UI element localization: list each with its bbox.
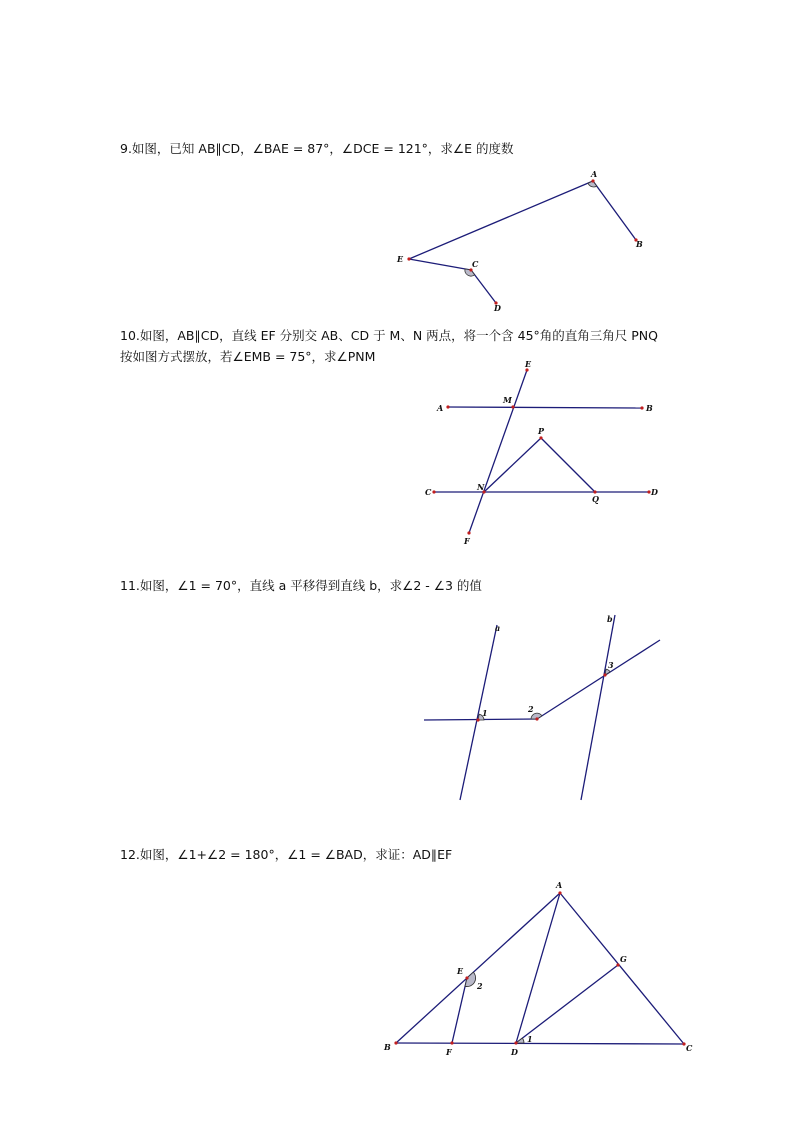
label-d: D — [494, 303, 501, 313]
label-e: E — [397, 254, 404, 264]
label-a: A — [591, 169, 598, 179]
label-b: B — [636, 239, 643, 249]
label-f: F — [446, 1047, 452, 1057]
figure-10 — [425, 359, 658, 546]
label-g: G — [620, 954, 627, 964]
label-c: C — [472, 259, 479, 269]
problem-10-text-line2: 按如图方式摆放，若∠EMB = 75°，求∠PNM — [120, 349, 376, 364]
label-e: E — [525, 359, 532, 369]
segment-ad — [516, 893, 560, 1043]
problem-12-text: 12.如图，∠1+∠2 = 180°，∠1 = ∠BAD，求证：AD∥EF — [120, 847, 453, 862]
label-f: F — [464, 536, 470, 546]
segment-bc — [396, 1043, 684, 1044]
label-angle-1: 1 — [482, 708, 488, 718]
label-line-b: b — [607, 614, 613, 624]
line-ab — [448, 407, 642, 408]
label-c: C — [425, 487, 432, 497]
line-ef — [469, 370, 527, 533]
label-e: E — [457, 966, 464, 976]
figure-12 — [383, 880, 693, 1057]
problem-11-text: 11.如图，∠1 = 70°，直线 a 平移得到直线 b，求∠2 - ∠3 的值 — [120, 578, 482, 593]
label-angle-2: 2 — [528, 704, 534, 714]
label-angle-1: 1 — [527, 1034, 533, 1044]
segment-ab — [593, 181, 636, 240]
label-n: N — [477, 482, 485, 492]
figure-9 — [396, 169, 643, 313]
label-angle-2: 2 — [477, 981, 483, 991]
segment-ac — [560, 893, 684, 1044]
label-angle-3: 3 — [608, 660, 614, 670]
line-b — [581, 615, 615, 800]
segment-ef — [452, 978, 467, 1043]
segment-dg — [516, 965, 618, 1043]
label-d: D — [651, 487, 658, 497]
label-line-a: a — [495, 623, 501, 633]
label-a: A — [437, 403, 444, 413]
label-b: B — [646, 403, 653, 413]
label-a: A — [556, 880, 563, 890]
label-p: P — [538, 426, 545, 436]
label-m: M — [503, 395, 512, 405]
figure-11 — [424, 614, 660, 800]
problem-9-text: 9.如图，已知 AB∥CD，∠BAE = 87°，∠DCE = 121°，求∠E 的度数 — [120, 141, 514, 156]
label-c: C — [686, 1043, 693, 1053]
label-q: Q — [592, 494, 599, 504]
label-d: D — [511, 1047, 518, 1057]
segment-ba — [396, 893, 560, 1043]
segment-ec — [409, 259, 471, 270]
label-b: B — [384, 1042, 391, 1052]
segment-pq — [541, 438, 595, 492]
line-a — [460, 625, 497, 800]
problem-10-text-line1: 10.如图，AB∥CD，直线 EF 分别交 AB、CD 于 M、N 两点，将一个含 45°角的直角三角尺 PNQ — [120, 328, 658, 343]
segment-ae — [409, 181, 593, 259]
